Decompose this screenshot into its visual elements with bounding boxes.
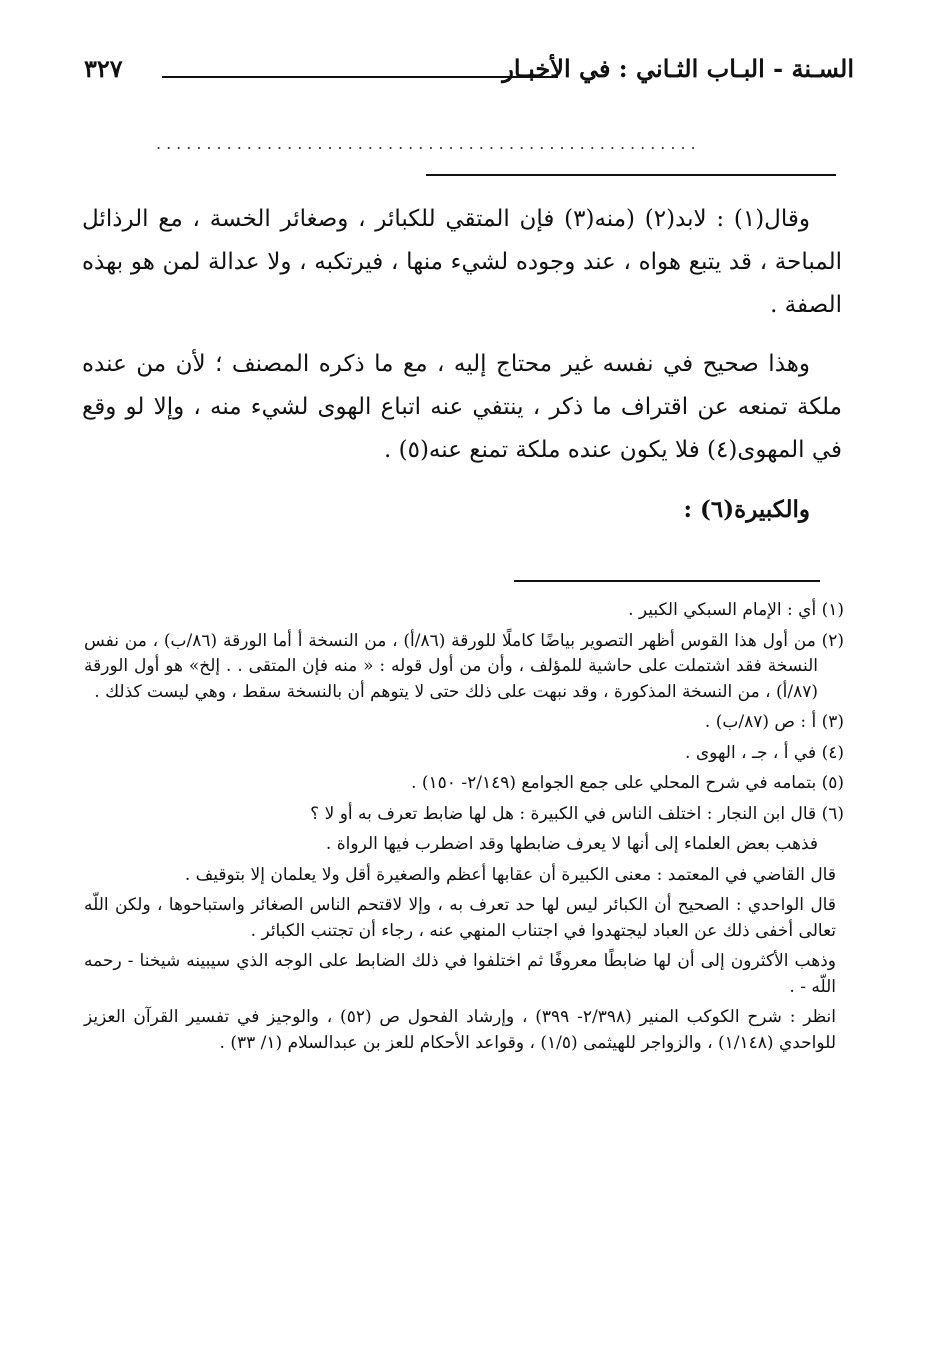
- footnote-rule: [514, 580, 820, 582]
- footnote-6-para-2: قال القاضي في المعتمد : معنى الكبيرة أن عقابها أعظم والصغيرة أقل ولا يعلمان إلا بتوقيف .: [184, 864, 836, 885]
- page-number: ٣٢٧: [84, 54, 123, 83]
- footnote-6-para-5: انظر : شرح الكوكب المنير (٢/٣٩٨- ٣٩٩) ، وإرشاد الفحول ص (٥٢) ، والوجيز في تفسير القرآن العزيز للواحدي (١/١٤٨) ، والزواجر للهيثمى (١/٥) ، وقواعد الأحكام للعز بن عبدالسلام (١/ ٣٣) .: [84, 1007, 836, 1053]
- footnote-6-para-4: وذهب الأكثرون إلى أن لها ضابطًا معروفًا ثم اختلفوا في ذلك الضابط على الوجه الذي سيبينه شيخنا - رحمه اللّه - .: [84, 951, 836, 997]
- footnote-6-para-1: فذهب بعض العلماء إلى أنها لا يعرف ضابطها وقد اضطرب فيها الرواة .: [325, 834, 818, 854]
- paragraph-heading-kabira: والكبيرة(٦) :: [683, 496, 810, 523]
- dotted-separator: ......................................................: [156, 134, 701, 153]
- footnote-3: (٣) أ : ص (٨٧/ب) .: [704, 712, 844, 732]
- footnote-2: (٢) من أول هذا القوس أظهر التصوير بياضًا كاملًا للورقة (٨٦/أ) ، من النسخة أ أما الورقة (٨٦/ب) ، من نفس النسخة فقد اشتملت على حاشية للمؤلف ، وأن من أول قوله : « منه فإن المتقى . . إلخ» هو أول الورقة (٨٧/أ) ، من النسخة المذكورة ، وقد نبهت على ذلك حتى لا يتوهم أن بالنسخة سقط ، وهي ليست كذلك .: [84, 630, 844, 702]
- paragraph-1: وقال(١) : لابد(٢) (منه(٣) فإن المتقي للكبائر ، وصغائر الخسة ، مع الرذائل المباحة ، قد يتبع هواه ، عند وجوده لشيء منها ، فيرتكبه ، ولا عدالة لمن هو بهذه الصفة .: [82, 206, 842, 318]
- footnote-1: (١) أي : الإمام السبكي الكبير .: [628, 600, 844, 620]
- header-rule: [162, 76, 558, 78]
- footnote-5: (٥) بتمامه في شرح المحلي على جمع الجوامع (٢/١٤٩- ١٥٠) .: [411, 773, 844, 793]
- top-rule: [426, 174, 836, 176]
- page-header: [84, 54, 854, 94]
- footnote-4: (٤) في أ ، جـ ، الهوى .: [685, 742, 844, 763]
- footnote-6: (٦) قال ابن النجار : اختلف الناس في الكبيرة : هل لها ضابط تعرف به أو لا ؟: [310, 803, 844, 824]
- footnote-6-para-3: قال الواحدي : الصحيح أن الكبائر ليس لها حد تعرف به ، وإلا لاقتحم الناس الصغائر واستباحوها ، ولكن اللّه تعالى أخفى ذلك عن العباد ليجتهدوا في اجتناب المنهي عنه ، رجاء أن تجتنب الكبائر .: [84, 895, 836, 941]
- footnotes: [84, 598, 844, 1061]
- running-title: السـنة - البـاب الثـاني : في الأخبـار: [502, 54, 854, 83]
- paragraph-2: وهذا صحيح في نفسه غير محتاج إليه ، مع ما ذكره المصنف ؛ لأن من عنده ملكة تمنعه عن اقتراف ما ذكر ، ينتفي عنه اتباع الهوى لشيء منه ، وإلا لو وقع في المهوى(٤) فلا يكون عنده ملكة تمنع عنه(٥) .: [82, 351, 842, 463]
- main-text: [82, 198, 842, 547]
